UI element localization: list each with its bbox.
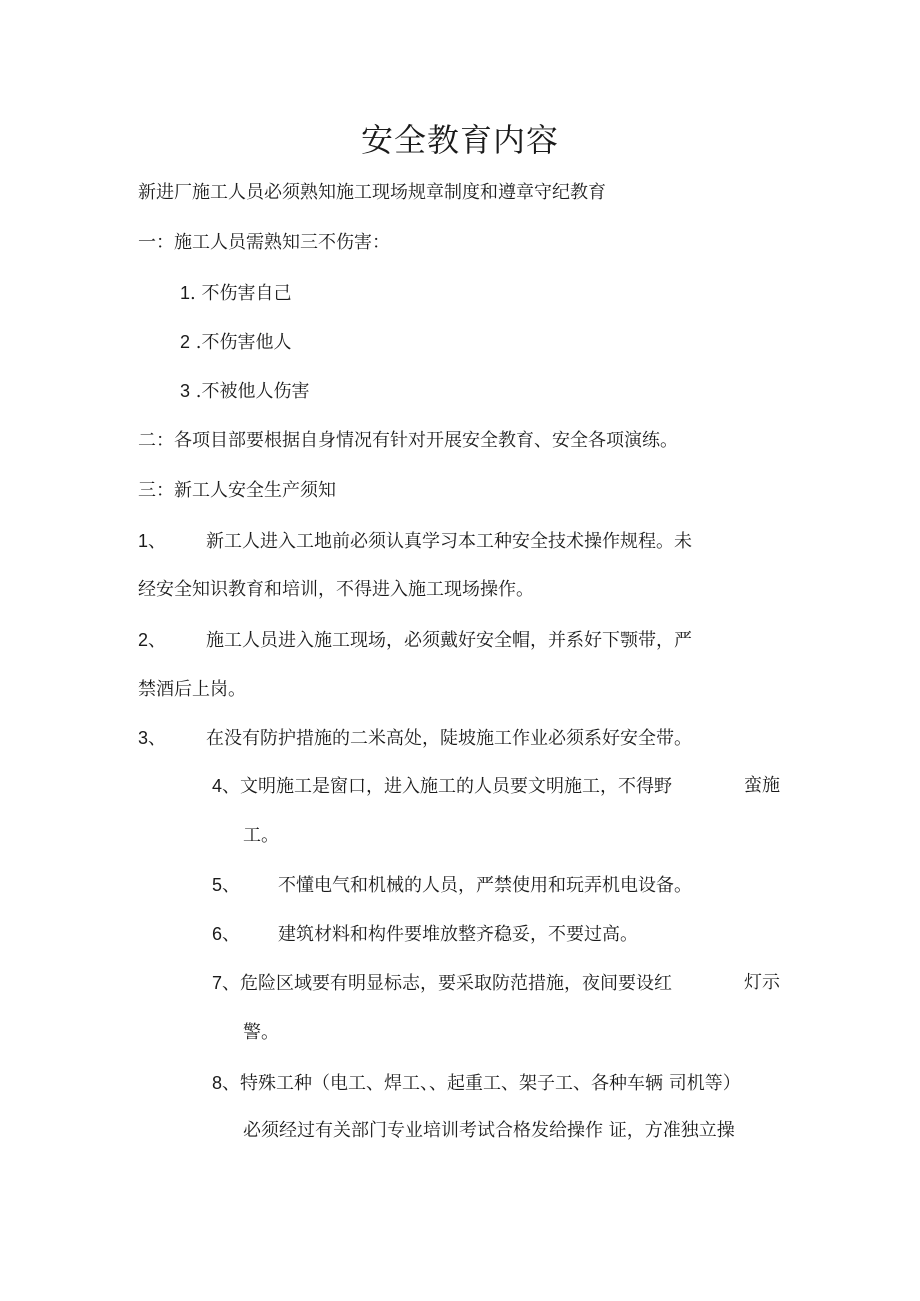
rule-7-line-1-end: 灯示 (744, 972, 780, 993)
rule-text: 施工人员进入施工现场，必须戴好安全帽，并系好下颚带，严 (206, 630, 693, 651)
section-1-item (180, 280, 291, 307)
rule-6-line-1 (212, 921, 638, 948)
section-2-heading: 二：各项目部要根据自身情况有针对开展安全教育、安全各项演练。 (138, 430, 678, 451)
rule-7-line-2: 警。 (243, 1022, 279, 1043)
rule-text: 建筑材料和构件要堆放整齐稳妥，不要过高。 (278, 924, 639, 945)
item-number: 2 (180, 332, 191, 352)
rule-text: 、特殊工种（电工、焊工、、起重工、架子工、各种车辆 司机等） (222, 1073, 741, 1094)
item-text: .不被他人伤害 (195, 381, 310, 402)
section-1-item (180, 329, 291, 356)
rule-text: 不懂电气和机械的人员，严禁使用和玩弄机电设备。 (278, 875, 693, 896)
rule-text: 新工人进入工地前必须认真学习本工种安全技术操作规程。未 (206, 531, 693, 552)
section-1-item (180, 378, 309, 405)
item-text: .不伤害他人 (195, 332, 292, 353)
rule-4-line-1-end: 蛮施 (744, 775, 780, 796)
rule-number: 5、 (212, 875, 241, 895)
item-text: . 不伤害自己 (190, 283, 292, 304)
rule-2-line-1 (138, 627, 692, 654)
rule-7-line-1 (212, 970, 672, 997)
rule-2-line-2: 禁酒后上岗。 (138, 679, 246, 700)
section-3-heading: 三：新工人安全生产须知 (138, 480, 336, 501)
document-title: 安全教育内容 (360, 121, 559, 159)
rule-number: 4 (212, 776, 223, 796)
rule-text: 、文明施工是窗口，进入施工的人员要文明施工，不得野 (222, 776, 673, 797)
rule-5-line-1 (212, 872, 692, 899)
intro-paragraph: 新进厂施工人员必须熟知施工现场规章制度和遵章守纪教育 (138, 182, 606, 203)
rule-4-line-1 (212, 773, 672, 800)
rule-text: 在没有防护措施的二米高处，陡坡施工作业必须系好安全带。 (206, 728, 693, 749)
rule-number: 7 (212, 973, 223, 993)
rule-3-line-1 (138, 725, 692, 752)
rule-number: 8 (212, 1073, 223, 1093)
rule-text: 、危险区域要有明显标志，要采取防范措施，夜间要设红 (222, 973, 673, 994)
rule-number: 6、 (212, 924, 241, 944)
rule-1-line-1 (138, 528, 692, 555)
item-number: 3 (180, 381, 191, 401)
rule-number: 1、 (138, 531, 167, 551)
section-1-heading: 一：施工人员需熟知三不伤害： (138, 232, 390, 253)
rule-number: 2、 (138, 630, 167, 650)
rule-1-line-2: 经安全知识教育和培训，不得进入施工现场操作。 (138, 579, 534, 600)
rule-number: 3、 (138, 728, 167, 748)
rule-8-line-1 (212, 1070, 741, 1097)
rule-4-line-2: 工。 (243, 825, 279, 846)
item-number: 1 (180, 283, 191, 303)
rule-8-line-2: 必须经过有关部门专业培训考试合格发给操作 证，方准独立操 (243, 1120, 735, 1141)
